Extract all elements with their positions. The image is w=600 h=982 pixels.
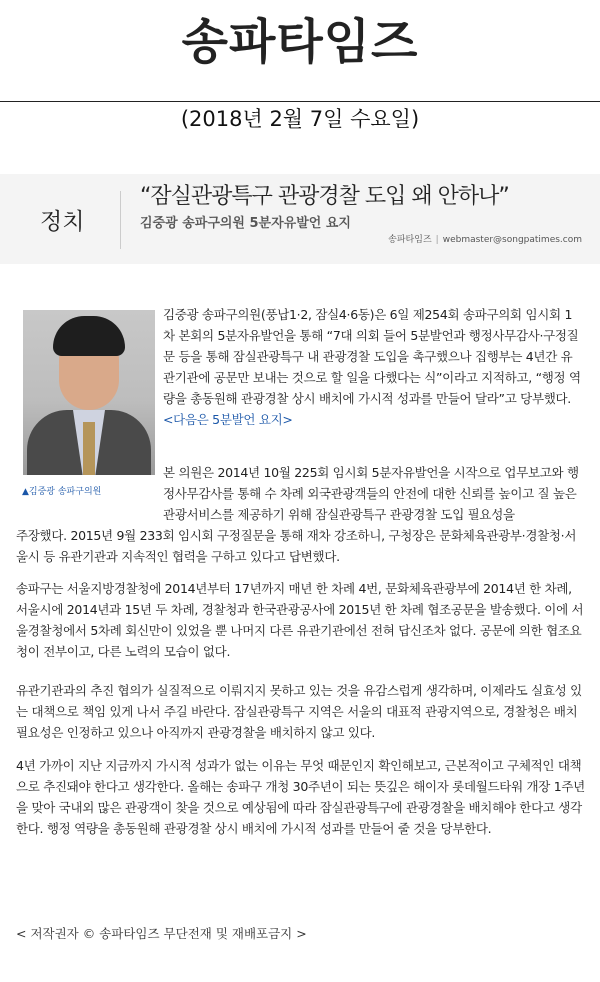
article-headline: “잠실관광특구 관광경찰 도입 왜 안하나” bbox=[140, 184, 509, 209]
article-subhead: 김중광 송파구의원 5분자유발언 요지 bbox=[140, 216, 351, 231]
copyright-notice: < 저작권자 © 송파타임즈 무단전재 및 재배포금지 > bbox=[16, 926, 307, 941]
photo-caption: ▲김중광 송파구의원 bbox=[22, 487, 102, 497]
article-header bbox=[0, 174, 600, 264]
masthead-divider bbox=[0, 101, 600, 102]
paragraph-text: 본 의원은 2014년 10월 225회 임시회 5분자유발언을 시작으로 업무보고와 행정사무감사를 통해 수 차례 외국관광객들의 안전에 대한 신뢰를 높이고 질 높은 관광서비스를 제공하기 위해 잠실관광특구 관광경찰 도입 필요성을 bbox=[163, 465, 579, 522]
header-divider bbox=[120, 191, 121, 249]
paragraph-text: 김중광 송파구의원(풍납1·2, 잠실4·6동)은 6일 제254회 송파구의회 임시회 1차 본회의 5분자유발언을 통해 “7대 의회 들어 5분발언과 행정사무감사·구정질문 등을 통해 잠실관광특구 내 관광경찰 도입을 촉구했으나 집행부는 4년간 유관기관에 공문만 보내는 것으로 할 일을 다했다는 식”이라고 지적하고, “행정 역량을 총동원해 관광경찰 상시 배치에 가시적 성과를 만들어 달라”고 당부했다. bbox=[163, 307, 581, 406]
article-photo bbox=[23, 310, 155, 475]
section-label: 정치 bbox=[40, 209, 85, 235]
publication-date: (2018년 2월 7일 수요일) bbox=[180, 107, 420, 131]
byline-separator: | bbox=[435, 235, 439, 245]
newspaper-logo: 송파타임즈 bbox=[181, 14, 419, 70]
summary-link: <다음은 5분발언 요지> bbox=[163, 412, 293, 427]
article-paragraph: 유관기관과의 추진 협의가 실질적으로 이뤄지지 못하고 있는 것을 유감스럽게 생각하며, 이제라도 실효성 있는 대책으로 책임 있게 나서 주길 바란다. 잠실관광특구 지역은 서울의 대표적 관광지역으로, 경찰청은 배치 필요성은 인정하고 있으나 아직까지 관광경찰을 배치하지 않고 있다. bbox=[16, 683, 582, 740]
article-paragraph bbox=[163, 304, 583, 430]
byline-publisher: 송파타임즈 bbox=[388, 235, 432, 245]
article-paragraph: 4년 가까이 지난 지금까지 가시적 성과가 없는 이유는 무엇 때문인지 확인해보고, 근본적이고 구체적인 대책으로 추진돼야 한다고 생각한다. 올해는 송파구 개청 30주년이 되는 뜻깊은 해이자 롯데월드타워 개장 1주년을 맞아 국내외 많은 관광객이 찾을 것으로 예상됨에 따라 잠실관광특구에 관광경찰을 배치해야 한다고 생각한다. 행정 역량을 총동원해 관광경찰 상시 배치에 가시적 성과를 만들어 줄 것을 당부한다. bbox=[16, 758, 585, 836]
byline bbox=[388, 232, 582, 245]
byline-email[interactable]: webmaster@songpatimes.com bbox=[442, 235, 582, 245]
masthead bbox=[0, 0, 600, 100]
article-paragraph: 송파구는 서울지방경찰청에 2014년부터 17년까지 매년 한 차례 4번, 문화체육관광부에 2014년 한 차례, 서울시에 2014년과 15년 두 차례, 경찰청과 한국관광공사에 2015년 한 차례 협조공문을 발송했다. 이에 서울경찰청에서 5차례 회신만이 있었을 뿐 나머지 다른 유관기관에선 전혀 답신조차 없다. 공문에 의한 협조요청이 전부이고, 다른 노력의 모습이 없다. bbox=[16, 581, 584, 659]
paragraph-text-continued: 주장했다. 2015년 9월 233회 임시회 구정질문을 통해 재차 강조하니, 구청장은 문화체육관광부·경찰청·서울시 등 유관기관과 지속적인 협력을 구하고 있다고 답변했다. bbox=[16, 528, 577, 564]
